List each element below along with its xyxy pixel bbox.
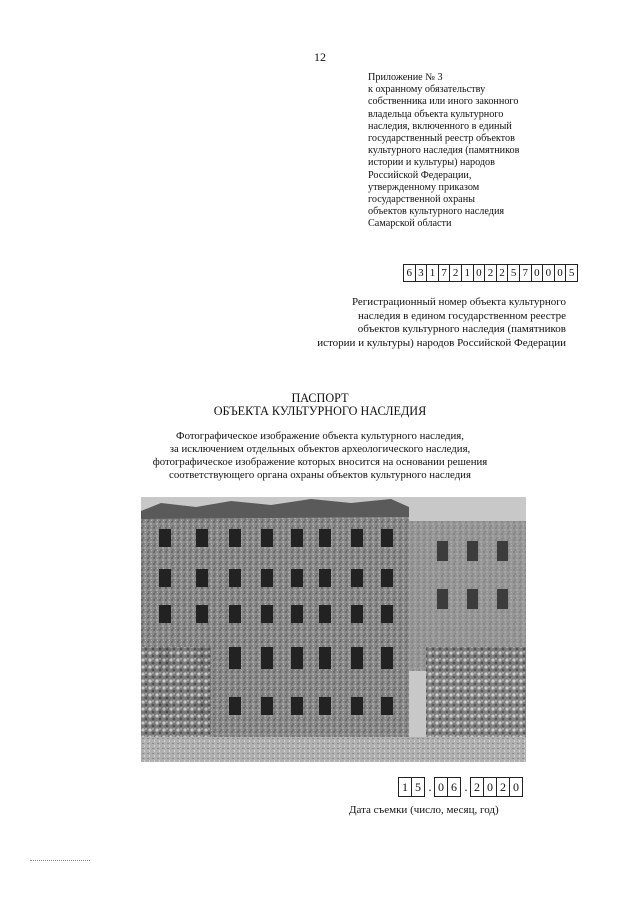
page-number: 12 bbox=[314, 50, 326, 64]
window-opening bbox=[159, 605, 171, 623]
window-opening bbox=[351, 605, 363, 623]
window-opening bbox=[319, 605, 331, 623]
appendix-line: Приложение № 3 bbox=[368, 72, 443, 83]
window-opening bbox=[291, 605, 303, 623]
registration-digit: 2 bbox=[449, 264, 462, 282]
window-opening bbox=[229, 647, 241, 669]
photo-caption-line: Фотографическое изображение объекта культурного наследия, bbox=[176, 430, 464, 442]
registration-digit: 2 bbox=[484, 264, 497, 282]
window-opening bbox=[159, 569, 171, 587]
registration-digit: 7 bbox=[519, 264, 532, 282]
passport-subtitle: ОБЪЕКТА КУЛЬТУРНОГО НАСЛЕДИЯ bbox=[213, 404, 427, 418]
date-month-group bbox=[435, 777, 461, 797]
appendix-line: владельца объекта культурного bbox=[368, 108, 504, 120]
window-opening bbox=[261, 569, 273, 587]
window-opening bbox=[351, 647, 363, 669]
window-opening bbox=[381, 605, 393, 623]
window-opening bbox=[261, 697, 273, 715]
photo-caption-line: фотографическое изображение которых вносится на основании решения bbox=[152, 456, 488, 468]
window-opening bbox=[261, 647, 273, 669]
photo-caption bbox=[0, 430, 640, 482]
window-opening bbox=[159, 529, 171, 547]
annex-window bbox=[467, 541, 478, 561]
annex-window bbox=[497, 589, 508, 609]
appendix-block bbox=[368, 72, 568, 231]
window-opening bbox=[381, 569, 393, 587]
registration-caption-line: истории и культуры) народов Российской Федерации bbox=[317, 336, 566, 349]
registration-digit: 0 bbox=[473, 264, 486, 282]
window-opening bbox=[291, 697, 303, 715]
window-opening bbox=[319, 647, 331, 669]
shrub-right bbox=[426, 647, 526, 747]
registration-caption-line: объектов культурного наследия (памятников bbox=[357, 323, 566, 336]
window-opening bbox=[196, 529, 208, 547]
window-opening bbox=[261, 529, 273, 547]
date-digit: 6 bbox=[447, 777, 461, 797]
window-opening bbox=[319, 529, 331, 547]
window-opening bbox=[229, 605, 241, 623]
window-opening bbox=[351, 569, 363, 587]
appendix-line: Российской Федерации, bbox=[368, 169, 472, 181]
scan-artifact-line bbox=[30, 860, 90, 862]
ground-strip bbox=[141, 737, 526, 762]
appendix-line: наследия, включенного в единый bbox=[368, 120, 512, 132]
date-digit: 2 bbox=[496, 777, 510, 797]
window-opening bbox=[196, 569, 208, 587]
date-digit: 0 bbox=[509, 777, 523, 797]
registration-digit: 2 bbox=[496, 264, 509, 282]
appendix-line: собственника или иного законного bbox=[368, 96, 519, 108]
registration-digit: 1 bbox=[426, 264, 439, 282]
window-opening bbox=[381, 529, 393, 547]
registration-digit: 0 bbox=[531, 264, 544, 282]
window-opening bbox=[381, 697, 393, 715]
date-digit: 1 bbox=[398, 777, 412, 797]
annex-window bbox=[467, 589, 478, 609]
registration-digit: 3 bbox=[415, 264, 428, 282]
annex-window bbox=[497, 541, 508, 561]
date-year-group bbox=[471, 777, 523, 797]
registration-digit: 1 bbox=[461, 264, 474, 282]
date-digit: 0 bbox=[434, 777, 448, 797]
photo-date-caption: Дата съемки (число, месяц, год) bbox=[349, 804, 499, 816]
passport-title: ПАСПОРТ bbox=[291, 391, 349, 405]
window-opening bbox=[196, 605, 208, 623]
photo-date-boxes bbox=[399, 777, 523, 797]
appendix-line: истории и культуры) народов bbox=[368, 157, 495, 169]
building-photo bbox=[141, 497, 526, 762]
photo-caption-line: соответствующего органа охраны объектов культурного наследия bbox=[169, 469, 471, 481]
window-opening bbox=[291, 569, 303, 587]
window-opening bbox=[381, 647, 393, 669]
appendix-line: объектов культурного наследия bbox=[368, 206, 505, 218]
window-opening bbox=[351, 697, 363, 715]
shrub-left bbox=[141, 647, 211, 737]
photo-caption-line: за исключением отдельных объектов археологического наследия, bbox=[169, 443, 471, 455]
appendix-line: Самарской области bbox=[368, 218, 452, 230]
date-separator: . bbox=[464, 779, 468, 794]
window-opening bbox=[291, 647, 303, 669]
appendix-line: к охранному обязательству bbox=[368, 84, 486, 96]
window-opening bbox=[229, 569, 241, 587]
registration-digit: 5 bbox=[507, 264, 520, 282]
annex-window bbox=[437, 589, 448, 609]
date-day-group bbox=[399, 777, 425, 797]
date-digit: 2 bbox=[470, 777, 484, 797]
appendix-line: государственный реестр объектов bbox=[368, 133, 515, 145]
appendix-line: культурного наследия (памятников bbox=[368, 145, 520, 157]
registration-digit: 5 bbox=[565, 264, 578, 282]
date-digit: 0 bbox=[483, 777, 497, 797]
window-opening bbox=[319, 569, 331, 587]
date-digit: 5 bbox=[411, 777, 425, 797]
registration-number-boxes bbox=[404, 264, 578, 282]
window-opening bbox=[291, 529, 303, 547]
window-opening bbox=[319, 697, 331, 715]
registration-digit: 7 bbox=[438, 264, 451, 282]
appendix-line: утвержденному приказом bbox=[368, 181, 480, 193]
annex-window bbox=[437, 541, 448, 561]
registration-caption-line: Регистрационный номер объекта культурного bbox=[351, 296, 566, 308]
registration-digit: 6 bbox=[403, 264, 416, 282]
date-separator: . bbox=[428, 779, 432, 794]
window-opening bbox=[261, 605, 273, 623]
window-opening bbox=[229, 697, 241, 715]
registration-digit: 0 bbox=[542, 264, 555, 282]
registration-caption bbox=[317, 296, 566, 350]
window-opening bbox=[351, 529, 363, 547]
registration-caption-line: наследия в едином государственном реестре bbox=[358, 309, 566, 322]
appendix-line: государственной охраны bbox=[368, 194, 475, 206]
window-opening bbox=[229, 529, 241, 547]
registration-digit: 0 bbox=[554, 264, 567, 282]
